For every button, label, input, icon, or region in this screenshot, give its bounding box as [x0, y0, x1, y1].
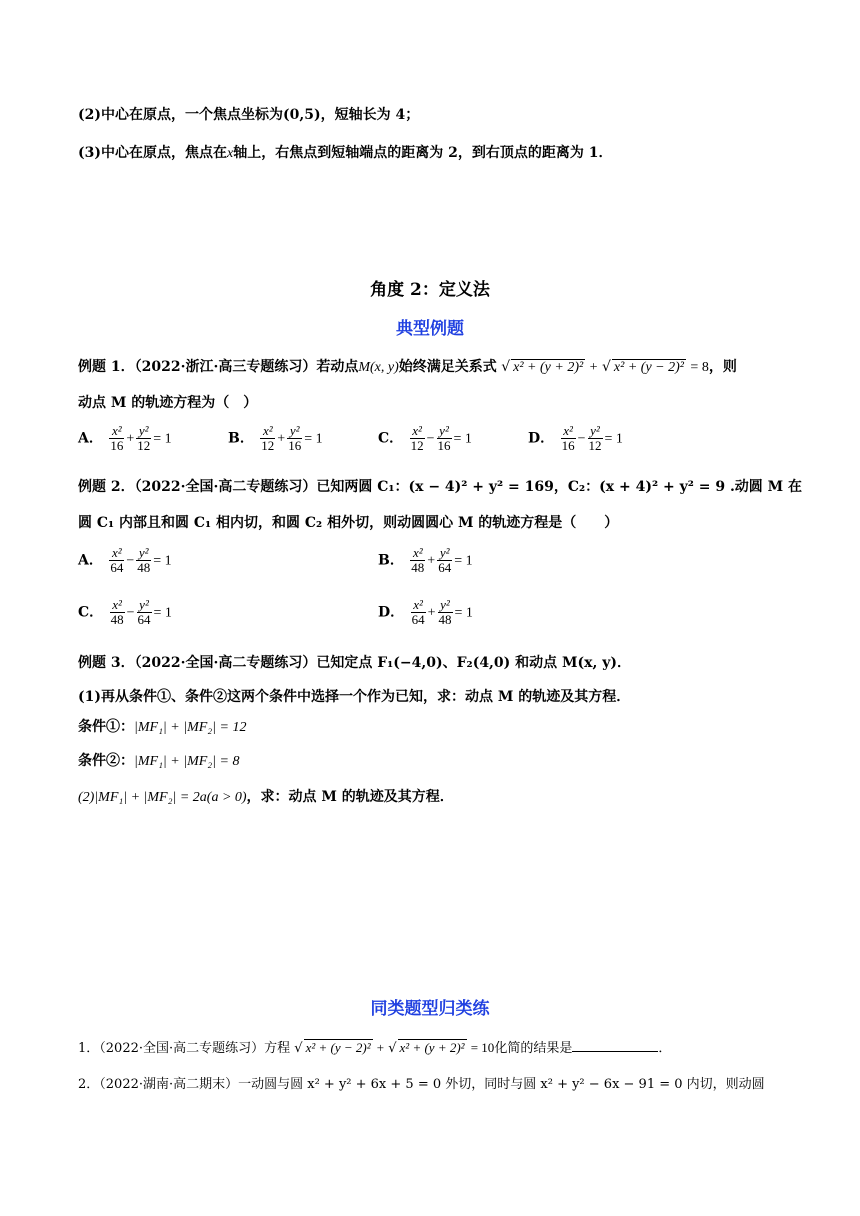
- example-3-part2: (2)|MF₁| + |MF₂| = 2a(a > 0)，求：动点 M 的轨迹及其方程．: [78, 789, 454, 805]
- practice-question-1: 1．（2022·全国·高二专题练习）方程 √ x² + (y − 2)² + √ x² + (y + 2)² = 10化简的结果是 ．: [78, 1040, 672, 1056]
- example-3-line1: 例题 3．（2022·全国·高二专题练习）已知定点 F₁(−4,0)、F₂(4,0) 和动点 M(x, y)．: [78, 655, 632, 671]
- practice-title: 同类题型归类练: [370, 999, 490, 1019]
- question-3-text: (3)中心在原点，焦点在x轴上，右焦点到短轴端点的距离为 2，到右顶点的距离为 1．: [78, 145, 613, 161]
- example-2-line2: 圆 C₁ 内部且和圆 C₁ 相内切，和圆 C₂ 相外切，则动圆圆心 M 的轨迹方程是（ ）: [78, 515, 619, 531]
- example-3-part1: (1)再从条件①、条件②这两个条件中选择一个作为已知，求：动点 M 的轨迹及其方程．: [78, 689, 631, 705]
- example-3-condition-2: 条件②：|MF₁| + |MF₂| = 8: [78, 753, 240, 769]
- example-1-line2: 动点 M 的轨迹方程为（ ）: [78, 395, 258, 411]
- example-1-option-a[interactable]: A． $\frac{\text{x²}}{16}$ + $\frac{\text{y²}}{12}$ = 1: [78, 423, 172, 453]
- example-1-option-d[interactable]: D． $\frac{\text{x²}}{16}$ − $\frac{\text{y²}}{12}$ = 1: [528, 423, 623, 453]
- example-3-condition-1: 条件①：|MF₁| + |MF₂| = 12: [78, 719, 247, 735]
- example-1-option-c[interactable]: C． $\frac{\text{x²}}{12}$ − $\frac{\text{y²}}{16}$ = 1: [378, 423, 472, 453]
- example-1-line1: 例题 1．（2022·浙江·高三专题练习）若动点M(x, y)始终满足关系式 √ x² + (y + 2)² + √ x² + (y − 2)² = 8，则: [78, 359, 737, 375]
- section-title: 角度 2：定义法: [370, 280, 490, 300]
- example-2-option-d[interactable]: D． $\frac{\text{x²}}{64}$ + $\frac{\text{y²}}{48}$ = 1: [378, 597, 473, 627]
- example-2-option-c[interactable]: C． $\frac{\text{x²}}{48}$ − $\frac{\text{y²}}{64}$ = 1: [78, 597, 172, 627]
- practice-question-2: 2．（2022·湖南·高二期末）一动圆与圆 x² + y² + 6x + 5 = 0 外切，同时与圆 x² + y² − 6x − 91 = 0 内切，则动圆: [78, 1077, 765, 1092]
- section-subtitle: 典型例题: [396, 319, 464, 339]
- example-1-option-b[interactable]: B． $\frac{\text{x²}}{12}$ + $\frac{\text{y²}}{16}$ = 1: [228, 423, 323, 453]
- question-2-text: (2)中心在原点，一个焦点坐标为(0,5)，短轴长为 4；: [78, 107, 420, 123]
- example-2-option-b[interactable]: B． $\frac{\text{x²}}{48}$ + $\frac{\text{y²}}{64}$ = 1: [378, 545, 473, 575]
- example-2-option-a[interactable]: A． $\frac{\text{x²}}{64}$ − $\frac{\text{y²}}{48}$ = 1: [78, 545, 172, 575]
- answer-blank[interactable]: [572, 1051, 658, 1052]
- example-2-line1: 例题 2．（2022·全国·高二专题练习）已知两圆 C₁：(x − 4)² + y² = 169，C₂：(x + 4)² + y² = 9 .动圆 M 在: [78, 479, 803, 495]
